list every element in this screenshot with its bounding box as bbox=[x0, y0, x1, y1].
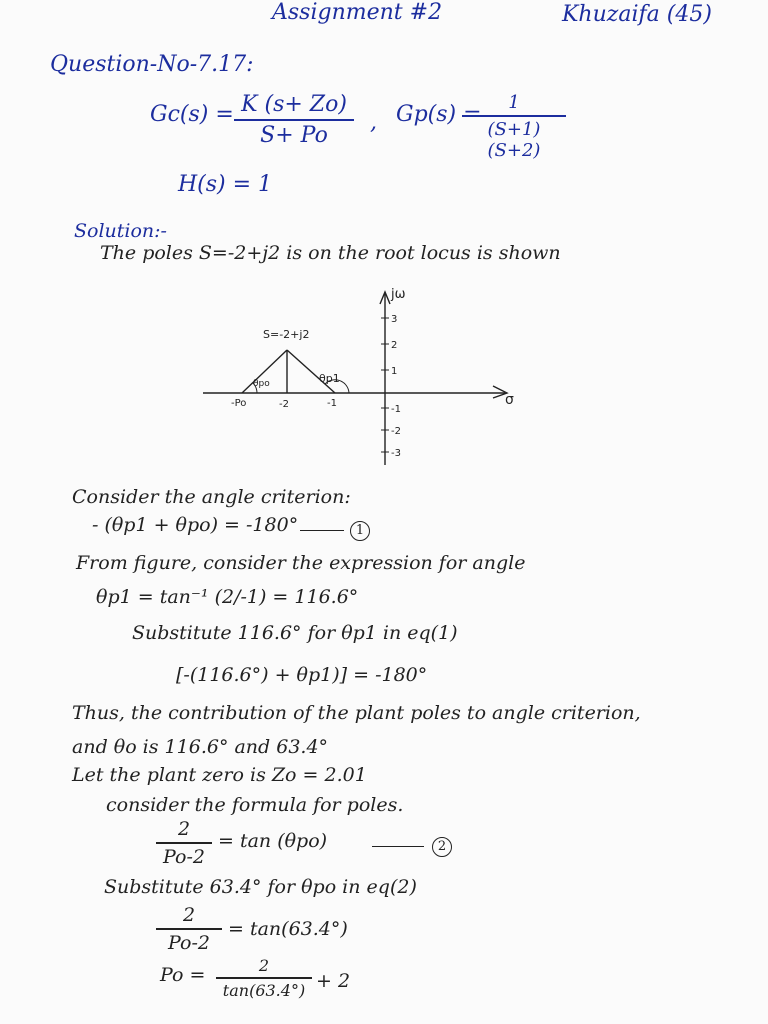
substitute-line-2: Substitute 63.4° for θpo in eq(2) bbox=[104, 876, 417, 898]
gp-numerator: 1 bbox=[462, 92, 566, 117]
theta-p1-equation: θp1 = tan⁻¹ (2/-1) = 116.6° bbox=[96, 586, 359, 608]
po-fraction bbox=[216, 956, 312, 1000]
line-from-figure: From figure, consider the expression for angle bbox=[76, 552, 526, 574]
equation-1: - (θp1 + θpo) = -180° bbox=[92, 514, 299, 536]
substitute-line-1: Substitute 116.6° for θp1 in eq(1) bbox=[132, 622, 458, 644]
formula-line: consider the formula for poles. bbox=[106, 794, 404, 816]
solution-label: Solution:- bbox=[74, 220, 167, 242]
x-tick-label: -Po bbox=[231, 398, 247, 409]
assignment-title: Assignment #2 bbox=[272, 0, 443, 25]
y-tick-label: -2 bbox=[391, 426, 401, 437]
gp-denominator: (S+1) (S+2) bbox=[487, 119, 541, 161]
eq2-fraction bbox=[156, 818, 212, 868]
eq2-rhs: = tan (θpo) bbox=[218, 830, 328, 852]
imag-axis-label: jω bbox=[391, 287, 406, 302]
root-locus-figure bbox=[195, 280, 535, 470]
x-tick-label: -1 bbox=[327, 398, 337, 409]
gp-lhs: Gp(s) = bbox=[396, 102, 482, 127]
separator-comma: , bbox=[370, 110, 377, 135]
author-name: Khuzaifa (45) bbox=[562, 2, 712, 27]
angle-p1-label: θp1 bbox=[319, 372, 340, 385]
gc-numerator: K (s+ Zo) bbox=[234, 92, 354, 121]
gc-denominator: S+ Po bbox=[260, 123, 328, 148]
equation-rule bbox=[300, 530, 344, 531]
line-angle-criterion: Consider the angle criterion: bbox=[72, 486, 351, 508]
eq2-denominator: Po-2 bbox=[163, 846, 205, 868]
gc-fraction bbox=[234, 92, 354, 148]
po-denominator: tan(63.4°) bbox=[222, 981, 306, 1000]
h-equation: H(s) = 1 bbox=[178, 172, 273, 197]
eq3-fraction bbox=[156, 904, 222, 954]
equation-2-ref: 2 bbox=[432, 835, 452, 857]
gc-lhs: Gc(s) = bbox=[150, 102, 234, 127]
eq2-numerator: 2 bbox=[156, 818, 212, 844]
x-tick-label: -2 bbox=[279, 399, 289, 410]
equation-rule bbox=[372, 846, 424, 847]
bracket-equation: [-(116.6°) + θp1)] = -180° bbox=[176, 664, 428, 686]
eq3-rhs: = tan(63.4°) bbox=[228, 918, 348, 940]
solution-intro: The poles S=-2+j2 is on the root locus is shown bbox=[100, 242, 561, 264]
real-axis-label: σ bbox=[505, 392, 514, 408]
contribution-line: Thus, the contribution of the plant poles to angle criterion, bbox=[72, 702, 641, 724]
y-tick-label: 2 bbox=[391, 340, 398, 351]
question-label: Question-No-7.17: bbox=[50, 52, 254, 77]
gp-fraction bbox=[462, 92, 566, 161]
y-tick-label: -3 bbox=[391, 448, 401, 459]
y-tick-label: 1 bbox=[391, 366, 398, 377]
po-rhs: + 2 bbox=[316, 970, 351, 992]
po-lhs: Po = bbox=[160, 964, 206, 986]
eq3-denominator: Po-2 bbox=[168, 932, 210, 954]
po-numerator: 2 bbox=[216, 956, 312, 979]
angle-po-label: θpo bbox=[253, 379, 270, 389]
plant-zero-line: Let the plant zero is Zo = 2.01 bbox=[72, 764, 367, 786]
angles-line: and θo is 116.6° and 63.4° bbox=[72, 736, 329, 758]
y-tick-label: 3 bbox=[391, 314, 398, 325]
y-tick-label: -1 bbox=[391, 404, 401, 415]
equation-1-ref: 1 bbox=[350, 519, 370, 541]
eq3-numerator: 2 bbox=[156, 904, 222, 930]
pole-label: S=-2+j2 bbox=[263, 328, 310, 341]
